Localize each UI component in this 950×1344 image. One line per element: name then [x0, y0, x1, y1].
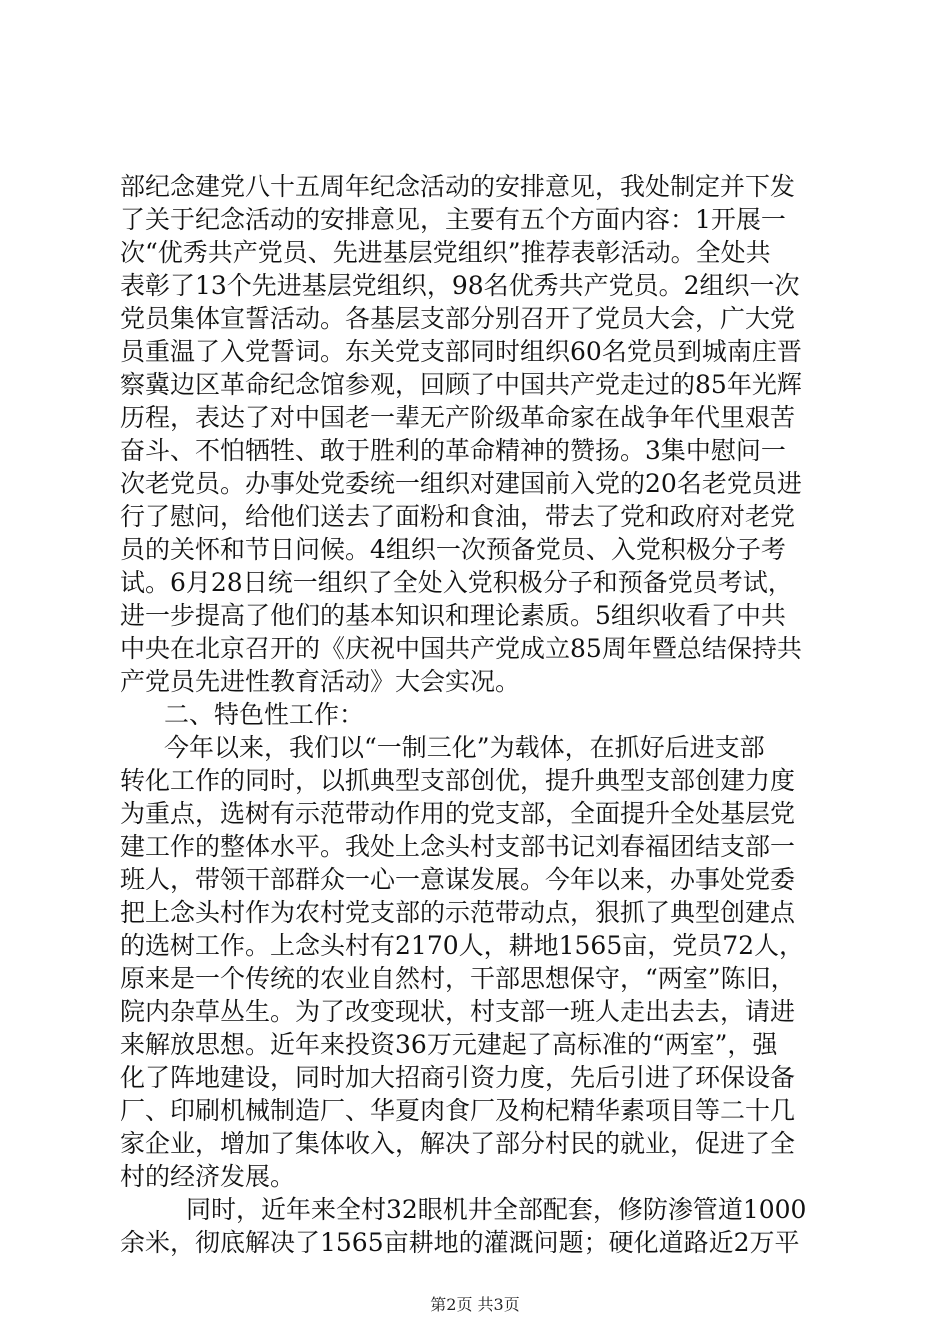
- text-line: 次“优秀共产党员、先进基层党组织”推荐表彰活动。全处共: [120, 238, 771, 267]
- text-line: 化了阵地建设，同时加大招商引资力度，先后引进了环保设备: [120, 1063, 796, 1092]
- text-line: 原来是一个传统的农业自然村，干部思想保守，“两室”陈旧，: [120, 964, 796, 993]
- text-line: 建工作的整体水平。我处上念头村支部书记刘春福团结支部一: [120, 832, 796, 861]
- text-line: 进一步提高了他们的基本知识和理论素质。5组织收看了中共: [120, 601, 786, 630]
- text-line: 奋斗、不怕牺牲、敢于胜利的革命精神的赞扬。3集中慰问一: [120, 436, 786, 465]
- text-line: 产党员先进性教育活动》大会实况。: [120, 667, 521, 696]
- text-line: 试。6月28日统一组织了全处入党积极分子和预备党员考试，: [120, 568, 793, 597]
- body-text: [120, 170, 840, 1259]
- text-line: 的选树工作。上念头村有2170人，耕地1565亩，党员72人，: [120, 931, 805, 960]
- text-line: 党员集体宣誓活动。各基层支部分别召开了党员大会，广大党: [120, 304, 796, 333]
- text-line: 把上念头村作为农村党支部的示范带动点，狠抓了典型创建点: [120, 898, 796, 927]
- text-line: 了关于纪念活动的安排意见，主要有五个方面内容：1开展一: [120, 205, 786, 234]
- text-line: 余米，彻底解决了1565亩耕地的灌溉问题；硬化道路近2万平: [120, 1228, 800, 1257]
- text-line: 部纪念建党八十五周年纪念活动的安排意见，我处制定并下发: [120, 172, 796, 201]
- text-line: 行了慰问，给他们送去了面粉和食油，带去了党和政府对老党: [120, 502, 796, 531]
- text-line: 班人，带领干部群众一心一意谋发展。今年以来，办事处党委: [120, 865, 796, 894]
- text-line: 员的关怀和节日问候。4组织一次预备党员、入党积极分子考: [120, 535, 786, 564]
- text-line: 历程，表达了对中国老一辈无产阶级革命家在战争年代里艰苦: [120, 403, 796, 432]
- text-line: 厂、印刷机械制造厂、华夏肉食厂及枸杞精华素项目等二十几: [120, 1096, 796, 1125]
- text-line: 来解放思想。近年来投资36万元建起了高标准的“两室”，强: [120, 1030, 778, 1059]
- page-footer: 第2页 共3页: [430, 1295, 520, 1314]
- paragraph-first-line: 同时，近年来全村32眼机井全部配套，修防渗管道1000: [186, 1195, 807, 1224]
- text-line: 表彰了13个先进基层党组织，98名优秀共产党员。2组织一次: [120, 271, 800, 300]
- paragraph-first-line: 今年以来，我们以“一制三化”为载体，在抓好后进支部: [164, 733, 765, 762]
- text-line: 次老党员。办事处党委统一组织对建国前入党的20名老党员进: [120, 469, 802, 498]
- text-line: 员重温了入党誓词。东关党支部同时组织60名党员到城南庄晋: [120, 337, 802, 366]
- text-line: 家企业，增加了集体收入，解决了部分村民的就业，促进了全: [120, 1129, 796, 1158]
- text-line: 中央在北京召开的《庆祝中国共产党成立85周年暨总结保持共: [120, 634, 802, 663]
- text-line: 为重点，选树有示范带动作用的党支部，全面提升全处基层党: [120, 799, 796, 828]
- text-line: 转化工作的同时，以抓典型支部创优，提升典型支部创建力度: [120, 766, 796, 795]
- text-line: 村的经济发展。: [120, 1162, 296, 1191]
- text-line: 察冀边区革命纪念馆参观，回顾了中国共产党走过的85年光辉: [120, 370, 802, 399]
- text-line: 院内杂草丛生。为了改变现状，村支部一班人走出去去，请进: [120, 997, 796, 1026]
- section-heading: 二、特色性工作：: [164, 700, 365, 729]
